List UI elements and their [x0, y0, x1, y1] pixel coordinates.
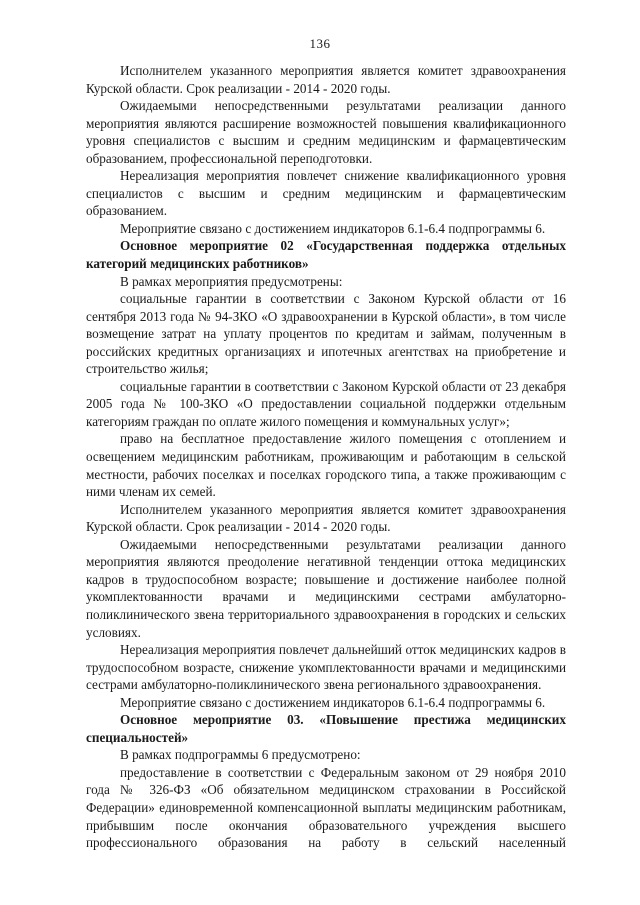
- page-number: 136: [309, 36, 331, 51]
- paragraph: Исполнителем указанного мероприятия является комитет здравоохранения Курской области. Срок реализации - 2014 - 2020 годы.: [86, 63, 566, 96]
- paragraph: Нереализация мероприятия повлечет снижение квалификационного уровня специалистов с высшим и средним медицинским и фармацевтическим образованием.: [86, 168, 566, 219]
- paragraph: Нереализация мероприятия повлечет дальнейший отток медицинских кадров в трудоспособном возрасте, снижение укомплектованности врачами и медицинскими сестрами амбулаторно-поликлинического звена регионального здравоохранения.: [86, 642, 566, 693]
- list-item: социальные гарантии в соответствии с Законом Курской области от 16 сентября 2013 года № 94-ЗКО «О здравоохранении в Курской области», в том числе возмещение затрат на уплату процентов по кредитам и займам, полученным в российских кредитных организациях и ипотечных агентствах на приобретение и строительство жилья;: [86, 291, 566, 377]
- document-body: [86, 62, 566, 852]
- paragraph: Мероприятие связано с достижением индикаторов 6.1-6.4 подпрограммы 6.: [120, 694, 546, 710]
- list-item: предоставление в соответствии с Федеральным законом от 29 ноября 2010 года № 326-ФЗ «Об обязательном медицинском страховании в Российской Федерации» единовременной компенсационной выплаты медицинским работникам, прибывшим после окончания образовательного учреждения высшего профессионального образования на работу в сельский населенный: [86, 764, 566, 851]
- paragraph: Ожидаемыми непосредственными результатами реализации данного мероприятия являются преодоление негативной тенденции оттока медицинских кадров в трудоспособном возрасте; повышение и достижение наиболее полной укомплектованности врачами и медицинскими сестрами амбулаторно-поликлинического звена территориального здравоохранения в городских и сельских условиях.: [86, 536, 566, 640]
- list-item: социальные гарантии в соответствии с Законом Курской области от 23 декабря 2005 года № 100-ЗКО «О предоставлении социальной поддержки отдельным категориям граждан по оплате жилого помещения и коммунальных услуг»;: [86, 378, 566, 429]
- paragraph: Ожидаемыми непосредственными результатами реализации данного мероприятия являются расширение возможностей повышения квалификационного уровня специалистов с высшим и средним медицинским и фармацевтическим образованием, профессиональной переподготовки.: [86, 98, 566, 166]
- paragraph: В рамках мероприятия предусмотрены:: [120, 273, 343, 289]
- paragraph: В рамках подпрограммы 6 предусмотрено:: [120, 747, 361, 763]
- paragraph: Мероприятие связано с достижением индикаторов 6.1-6.4 подпрограммы 6.: [120, 220, 546, 236]
- section-heading: Основное мероприятие 02 «Государственная поддержка отдельных категорий медицинских работников»: [86, 238, 566, 272]
- section-heading: Основное мероприятие 03. «Повышение престижа медицинских специальностей»: [86, 712, 566, 745]
- paragraph: Исполнителем указанного мероприятия является комитет здравоохранения Курской области. Срок реализации - 2014 - 2020 годы.: [86, 501, 566, 535]
- list-item: право на бесплатное предоставление жилого помещения с отоплением и освещением медицинским работникам, проживающим и работающим в сельской местности, рабочих поселках и поселках городского типа, а также проживающим с ними членам их семей.: [86, 431, 566, 500]
